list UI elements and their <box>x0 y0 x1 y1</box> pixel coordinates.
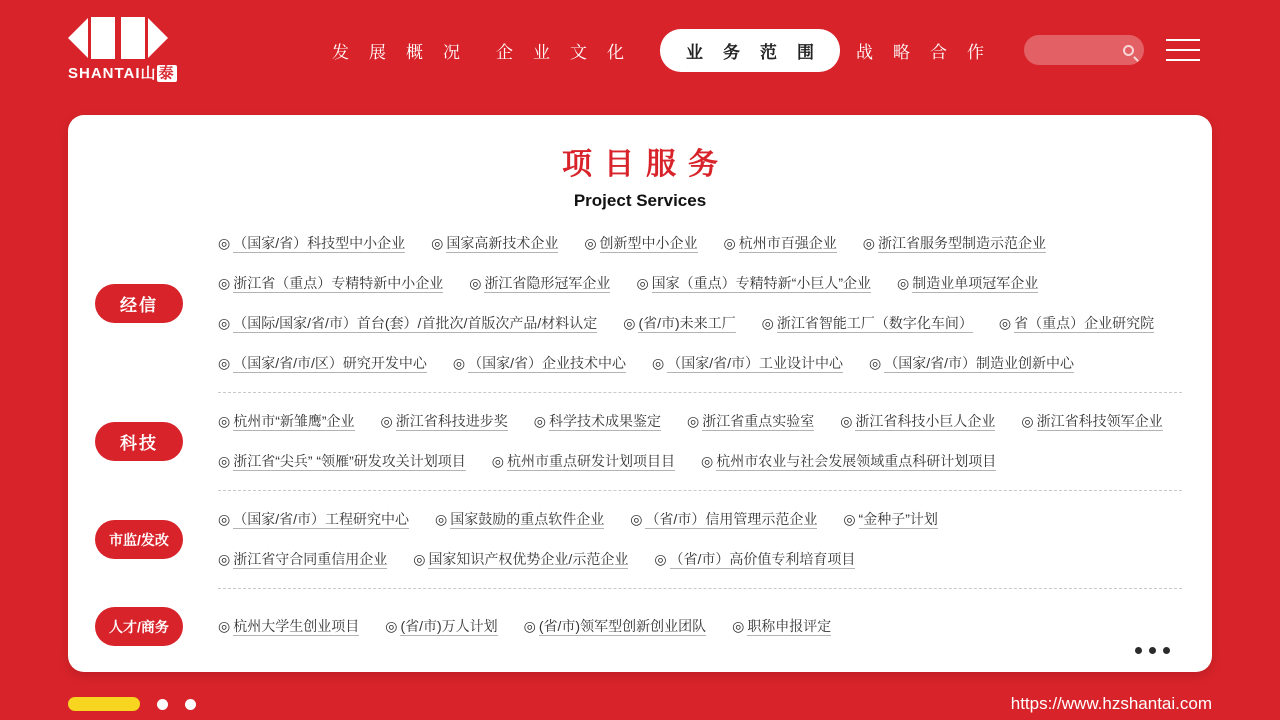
bullet-icon: ◎ <box>452 355 466 371</box>
service-item-label: 浙江省科技领军企业 <box>1036 413 1163 429</box>
service-item-label: 国家鼓励的重点软件企业 <box>450 511 605 527</box>
bullet-icon: ◎ <box>469 275 482 291</box>
bullet-icon: ◎ <box>218 413 231 429</box>
page-title: 项目服务 <box>562 148 730 181</box>
service-item-label: （国家/省）企业技术中心 <box>468 355 626 371</box>
service-item[interactable] <box>385 616 497 637</box>
service-row <box>218 411 1196 432</box>
service-row <box>218 273 1196 294</box>
service-item-label: 职称申报评定 <box>747 618 832 634</box>
service-item[interactable] <box>381 411 508 432</box>
service-item-label: 杭州大学生创业项目 <box>233 618 360 634</box>
service-item[interactable] <box>218 313 597 334</box>
category-pill[interactable]: 经信 <box>95 284 183 323</box>
bullet-icon: ◎ <box>896 275 910 291</box>
bullet-icon: ◎ <box>584 235 597 251</box>
service-item[interactable] <box>218 353 427 374</box>
service-row <box>218 233 1196 254</box>
service-item[interactable] <box>218 451 466 472</box>
search-box[interactable] <box>1024 35 1144 65</box>
bullet-icon: ◎ <box>385 618 398 634</box>
logo-text: SHANTAI山 泰 <box>68 65 175 82</box>
logo-mark-icon <box>68 17 172 59</box>
service-item[interactable] <box>762 313 973 334</box>
bullet-icon: ◎ <box>630 511 643 527</box>
bullet-icon: ◎ <box>623 315 636 331</box>
service-item[interactable] <box>524 616 706 637</box>
bullet-icon: ◎ <box>435 511 448 527</box>
service-row <box>218 616 1196 637</box>
bullet-icon: ◎ <box>523 618 536 634</box>
bullet-icon: ◎ <box>380 413 393 429</box>
page-footer <box>0 694 1280 714</box>
sections <box>68 233 1212 646</box>
service-item-label: 杭州市农业与社会发展领域重点科研计划项目 <box>716 453 997 469</box>
bullet-icon: ◎ <box>533 413 546 429</box>
bullet-icon: ◎ <box>218 551 231 567</box>
service-item[interactable] <box>534 411 661 432</box>
service-item-label: 省（重点）企业研究院 <box>1014 315 1155 331</box>
service-item-label: 科学技术成果鉴定 <box>548 413 661 429</box>
service-item[interactable] <box>869 353 1074 374</box>
more-button[interactable] <box>1135 647 1170 654</box>
service-item-label: 浙江省守合同重信用企业 <box>233 551 388 567</box>
service-item[interactable] <box>863 233 1046 254</box>
service-item-label: 杭州市“新雏鹰”企业 <box>233 413 355 429</box>
service-item[interactable] <box>218 273 443 294</box>
service-item-label: 浙江省科技进步奖 <box>395 413 508 429</box>
service-item-label: 杭州市百强企业 <box>738 235 837 251</box>
bullet-icon: ◎ <box>218 315 231 331</box>
service-item-label: （省/市）信用管理示范企业 <box>645 511 818 527</box>
service-item[interactable] <box>897 273 1038 294</box>
service-item-label: 浙江省（重点）专精特新中小企业 <box>233 275 444 291</box>
service-item-label: （国际/国家/省/市）首台(套）/首批次/首版次产品/材料认定 <box>233 315 598 331</box>
bullet-icon: ◎ <box>869 355 882 371</box>
service-item[interactable] <box>453 353 626 374</box>
service-item-label: “金种子”计划 <box>858 511 938 527</box>
service-row <box>218 549 1196 570</box>
bullet-icon: ◎ <box>218 511 231 527</box>
bullet-icon: ◎ <box>761 315 774 331</box>
section-3 <box>68 607 1212 646</box>
service-item[interactable] <box>652 353 843 374</box>
service-item[interactable] <box>218 509 409 530</box>
service-item-label: 制造业单项冠军企业 <box>912 275 1039 291</box>
service-item[interactable] <box>687 411 814 432</box>
bullet-icon: ◎ <box>1021 413 1034 429</box>
service-item-label: 国家知识产权优势企业/示范企业 <box>428 551 629 567</box>
service-item-label: 浙江省隐形冠军企业 <box>484 275 611 291</box>
bullet-icon: ◎ <box>218 235 231 251</box>
service-row <box>218 509 1196 530</box>
service-item-label: （国家/省）科技型中小企业 <box>233 235 406 251</box>
service-item[interactable] <box>1021 411 1162 432</box>
service-item-label: 国家高新技术企业 <box>446 235 559 251</box>
service-item[interactable] <box>492 451 675 472</box>
bullet-icon: ◎ <box>998 315 1012 331</box>
bullet-icon: ◎ <box>431 235 444 251</box>
service-item[interactable] <box>469 273 610 294</box>
menu-hamburger-icon[interactable] <box>1166 31 1200 69</box>
service-row <box>218 313 1196 334</box>
brand-logo[interactable] <box>68 17 175 83</box>
bullet-icon: ◎ <box>700 453 714 469</box>
category-pill[interactable]: 科技 <box>95 422 183 461</box>
service-item-label: （国家/省/市）工业设计中心 <box>667 355 843 371</box>
service-item[interactable] <box>999 313 1154 334</box>
project-services-card <box>68 115 1212 672</box>
service-item-label: (省/市)万人计划 <box>400 618 498 634</box>
bullet-icon: ◎ <box>491 453 504 469</box>
main-nav <box>332 29 1004 72</box>
bullet-icon: ◎ <box>654 551 667 567</box>
bullet-icon: ◎ <box>723 235 736 251</box>
service-item-label: 浙江省智能工厂（数字化车间） <box>776 315 973 331</box>
service-item[interactable] <box>413 549 628 570</box>
service-item[interactable] <box>218 549 387 570</box>
service-item[interactable] <box>724 233 837 254</box>
nav-item-2[interactable]: 业务范围 <box>660 29 840 72</box>
service-item-label: 创新型中小企业 <box>599 235 698 251</box>
service-item-label: 浙江省“尖兵” “领雁”研发攻关计划项目 <box>233 453 466 469</box>
service-item-label: （国家/省/市）制造业创新中心 <box>884 355 1074 371</box>
bullet-icon: ◎ <box>413 551 426 567</box>
category-pill[interactable]: 市监/发改 <box>95 520 183 559</box>
service-item[interactable] <box>840 411 995 432</box>
search-icon[interactable] <box>1123 45 1134 56</box>
service-item[interactable] <box>431 233 558 254</box>
section-divider <box>218 588 1182 589</box>
logo-accent-char: 泰 <box>158 65 175 82</box>
pager-dot[interactable] <box>157 699 168 710</box>
bullet-icon: ◎ <box>636 275 649 291</box>
bullet-icon: ◎ <box>862 235 875 251</box>
nav-item-1[interactable]: 企业文化 <box>496 42 644 62</box>
pager-active-indicator[interactable] <box>68 697 140 711</box>
section-2 <box>68 509 1212 570</box>
section-0 <box>68 233 1212 374</box>
service-item[interactable] <box>630 509 817 530</box>
bullet-icon: ◎ <box>218 355 231 371</box>
service-row <box>218 451 1196 472</box>
service-item-label: 浙江省科技小巨人企业 <box>855 413 996 429</box>
bullet-icon: ◎ <box>840 413 853 429</box>
service-item[interactable] <box>701 451 996 472</box>
section-divider <box>218 392 1182 393</box>
section-divider <box>218 490 1182 491</box>
bullet-icon: ◎ <box>843 511 856 527</box>
service-item-label: (省/市)领军型创新创业团队 <box>538 618 707 634</box>
nav-item-3[interactable]: 战略合作 <box>856 42 1004 62</box>
service-item-label: 国家（重点）专精特新“小巨人”企业 <box>651 275 871 291</box>
service-item-label: （省/市）高价值专利培育项目 <box>669 551 856 567</box>
service-item[interactable] <box>654 549 855 570</box>
bullet-icon: ◎ <box>652 355 665 371</box>
service-item[interactable] <box>435 509 604 530</box>
carousel-pager <box>68 697 196 711</box>
pager-dot[interactable] <box>185 699 196 710</box>
service-item-label: （国家/省/市）工程研究中心 <box>233 511 409 527</box>
service-item[interactable] <box>218 233 405 254</box>
service-item[interactable] <box>843 509 938 530</box>
service-item[interactable] <box>218 411 355 432</box>
bullet-icon: ◎ <box>732 618 745 634</box>
service-item[interactable] <box>584 233 697 254</box>
service-row <box>218 353 1196 374</box>
search-input[interactable] <box>935 35 1123 65</box>
bullet-icon: ◎ <box>686 413 700 429</box>
service-item-label: 杭州市重点研发计划项目目 <box>506 453 675 469</box>
top-header <box>0 0 1280 100</box>
service-item-label: 浙江省重点实验室 <box>702 413 815 429</box>
page-subtitle: Project Services <box>573 191 707 210</box>
service-item-label: 浙江省服务型制造示范企业 <box>877 235 1046 251</box>
service-item[interactable] <box>636 273 871 294</box>
service-item[interactable] <box>623 313 735 334</box>
bullet-icon: ◎ <box>218 453 231 469</box>
site-url: https://www.hzshantai.com <box>1010 694 1212 713</box>
bullet-icon: ◎ <box>218 275 231 291</box>
service-item-label: （国家/省/市/区）研究开发中心 <box>233 355 427 371</box>
service-item-label: (省/市)未来工厂 <box>638 315 736 331</box>
section-1 <box>68 411 1212 472</box>
bullet-icon: ◎ <box>218 618 231 634</box>
nav-item-0[interactable]: 发展概况 <box>332 42 480 62</box>
service-item[interactable] <box>732 616 831 637</box>
service-item[interactable] <box>218 616 359 637</box>
category-pill[interactable]: 人才/商务 <box>95 607 183 646</box>
